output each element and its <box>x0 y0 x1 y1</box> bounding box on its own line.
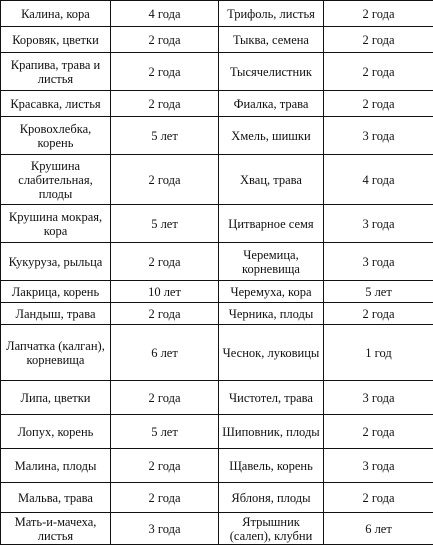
table-row <box>1 205 433 243</box>
herb-name-cell: Мать-и-мачеха, листья <box>1 513 111 545</box>
table-row <box>1 117 433 155</box>
storage-term-cell: 2 года <box>111 53 219 91</box>
storage-term-cell: 2 года <box>111 449 219 483</box>
herb-name-cell: Лапчатка (калган), корневища <box>1 325 111 381</box>
table-row <box>1 91 433 117</box>
storage-term-cell: 6 лет <box>324 513 433 545</box>
storage-term-cell: 2 года <box>324 415 433 449</box>
table-row <box>1 381 433 415</box>
storage-term-cell: 2 года <box>111 243 219 281</box>
herb-name-cell: Хмель, шишки <box>219 117 324 155</box>
storage-term-cell: 3 года <box>324 117 433 155</box>
storage-term-cell: 2 года <box>324 91 433 117</box>
herb-name-cell: Малина, плоды <box>1 449 111 483</box>
herb-name-cell: Кровохлебка, корень <box>1 117 111 155</box>
herb-name-cell: Чистотел, трава <box>219 381 324 415</box>
herb-name-cell: Черемуха, кора <box>219 281 324 303</box>
storage-term-cell: 2 года <box>324 53 433 91</box>
table-row <box>1 449 433 483</box>
table-row <box>1 27 433 53</box>
storage-term-cell: 3 года <box>324 381 433 415</box>
herb-name-cell: Крапива, трава и листья <box>1 53 111 91</box>
storage-term-cell: 5 лет <box>111 117 219 155</box>
storage-term-cell: 1 год <box>324 325 433 381</box>
table-row <box>1 303 433 325</box>
herb-name-cell: Лакрица, корень <box>1 281 111 303</box>
herb-name-cell: Чеснок, луковицы <box>219 325 324 381</box>
table-row <box>1 325 433 381</box>
herb-name-cell: Цитварное семя <box>219 205 324 243</box>
herb-name-cell: Крушина мокрая, кора <box>1 205 111 243</box>
table-row <box>1 483 433 513</box>
storage-term-cell: 3 года <box>111 513 219 545</box>
herb-name-cell: Щавель, корень <box>219 449 324 483</box>
storage-term-cell: 3 года <box>324 243 433 281</box>
table-body <box>1 1 433 545</box>
herb-name-cell: Черника, плоды <box>219 303 324 325</box>
herb-name-cell: Калина, кора <box>1 1 111 27</box>
herb-name-cell: Красавка, листья <box>1 91 111 117</box>
herb-name-cell: Яблоня, плоды <box>219 483 324 513</box>
storage-term-cell: 2 года <box>111 483 219 513</box>
storage-term-cell: 2 года <box>111 91 219 117</box>
herb-name-cell: Тысячелистник <box>219 53 324 91</box>
storage-term-cell: 5 лет <box>324 281 433 303</box>
herb-name-cell: Хвац, трава <box>219 155 324 205</box>
herb-name-cell: Коровяк, цветки <box>1 27 111 53</box>
table-row <box>1 281 433 303</box>
table-row <box>1 513 433 545</box>
storage-term-cell: 2 года <box>324 27 433 53</box>
herb-name-cell: Фиалка, трава <box>219 91 324 117</box>
table-row <box>1 243 433 281</box>
table-row <box>1 1 433 27</box>
storage-term-cell: 2 года <box>111 381 219 415</box>
storage-term-cell: 5 лет <box>111 205 219 243</box>
herb-name-cell: Тыква, семена <box>219 27 324 53</box>
herb-name-cell: Крушина слабительная, плоды <box>1 155 111 205</box>
herb-name-cell: Черемица, корневища <box>219 243 324 281</box>
storage-term-cell: 2 года <box>324 303 433 325</box>
herb-name-cell: Кукуруза, рыльца <box>1 243 111 281</box>
storage-term-cell: 3 года <box>324 449 433 483</box>
storage-term-cell: 2 года <box>111 27 219 53</box>
table-row <box>1 155 433 205</box>
storage-term-cell: 6 лет <box>111 325 219 381</box>
storage-term-cell: 10 лет <box>111 281 219 303</box>
table-row <box>1 53 433 91</box>
storage-term-cell: 2 года <box>111 155 219 205</box>
storage-term-cell: 4 года <box>111 1 219 27</box>
herb-name-cell: Мальва, трава <box>1 483 111 513</box>
storage-term-cell: 2 года <box>324 1 433 27</box>
storage-term-cell: 4 года <box>324 155 433 205</box>
herb-name-cell: Трифоль, листья <box>219 1 324 27</box>
herb-name-cell: Липа, цветки <box>1 381 111 415</box>
herb-name-cell: Ятрышник (салеп), клубни <box>219 513 324 545</box>
table-row <box>1 415 433 449</box>
storage-term-cell: 2 года <box>324 483 433 513</box>
herb-name-cell: Ландыш, трава <box>1 303 111 325</box>
storage-term-cell: 3 года <box>324 205 433 243</box>
storage-term-cell: 5 лет <box>111 415 219 449</box>
herb-name-cell: Шиповник, плоды <box>219 415 324 449</box>
storage-term-cell: 2 года <box>111 303 219 325</box>
herb-name-cell: Лопух, корень <box>1 415 111 449</box>
